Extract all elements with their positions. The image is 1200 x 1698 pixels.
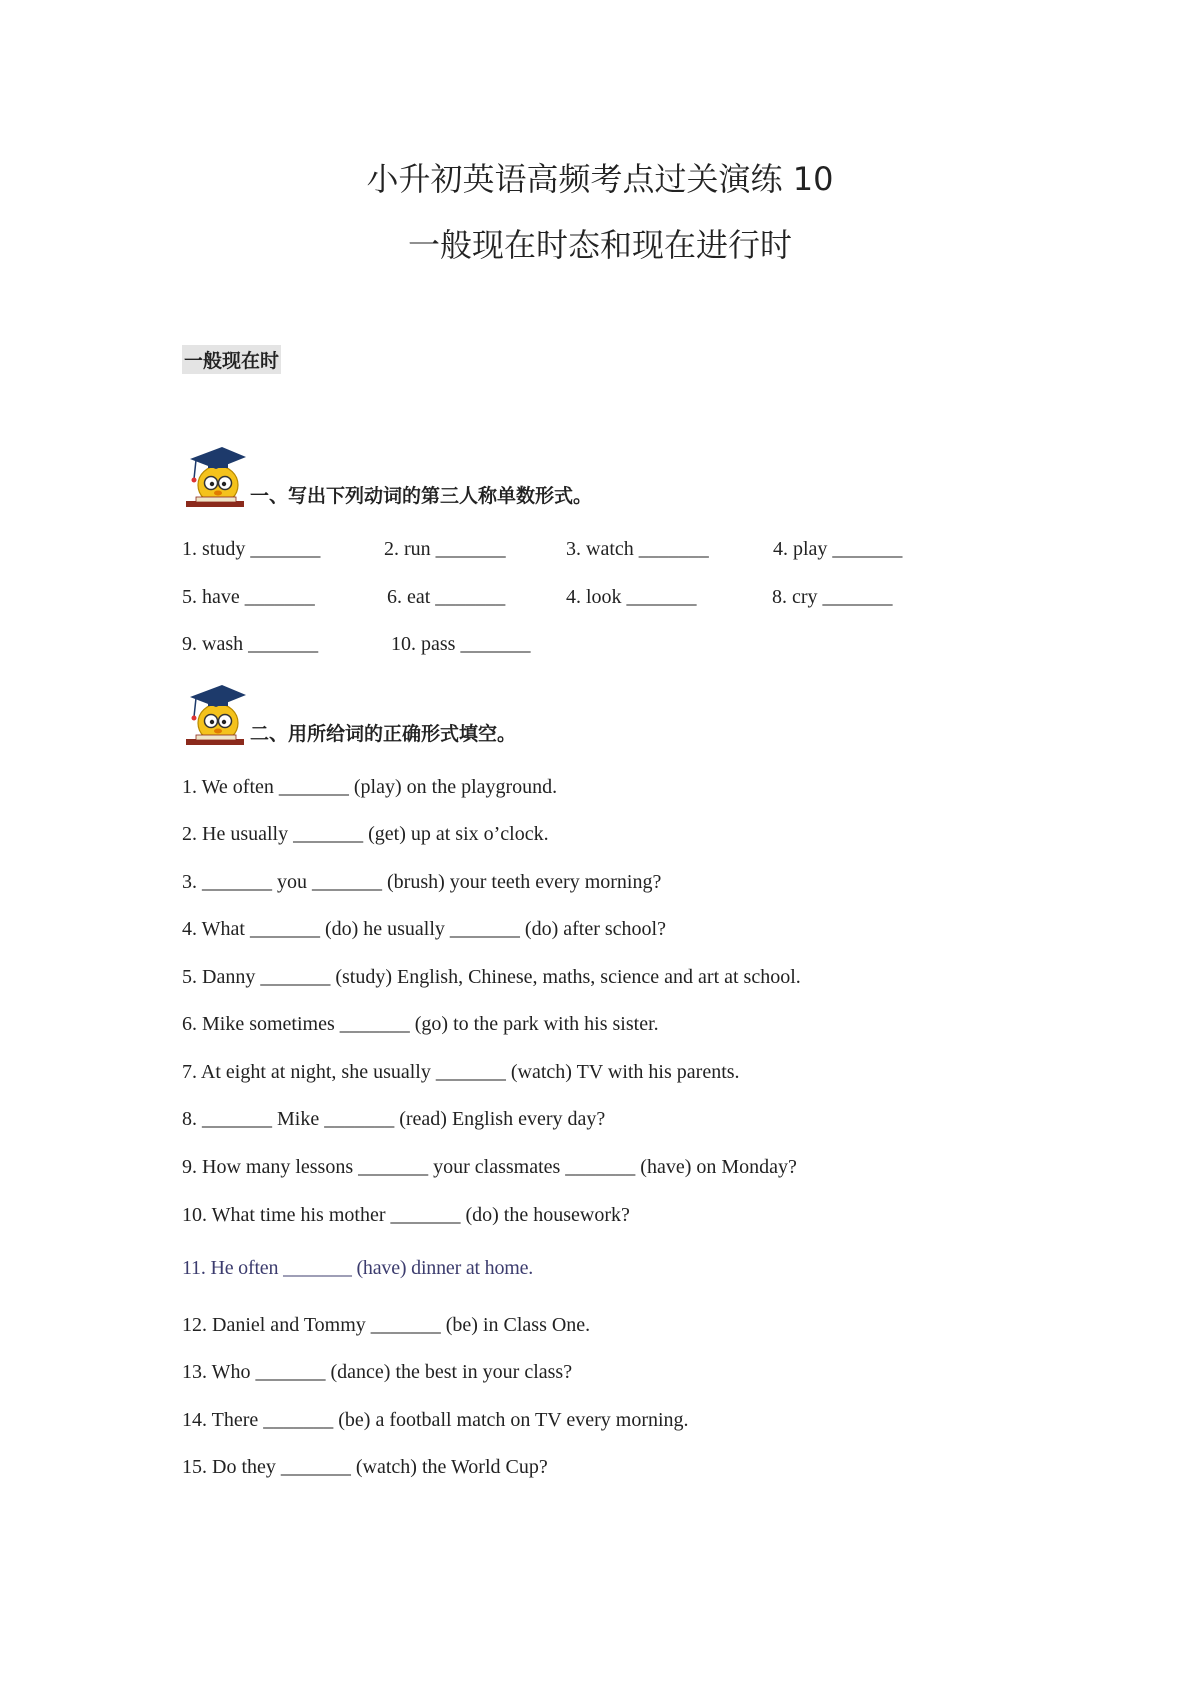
question-line: 10. What time his mother _______ (do) the housework? [182, 1204, 630, 1226]
verb-item: 8. cry _______ [772, 586, 893, 608]
graduate-mascot-icon [182, 679, 248, 749]
question-line: 13. Who _______ (dance) the best in your class? [182, 1361, 573, 1383]
verb-item: 1. study _______ [182, 538, 321, 560]
part2-heading-text: 二、用所给词的正确形式填空。 [250, 723, 517, 745]
verb-item: 3. watch _______ [566, 538, 709, 560]
verb-item: 10. pass _______ [391, 633, 531, 655]
section-tag: 一般现在时 [182, 345, 281, 374]
verb-item: 2. run _______ [384, 538, 506, 560]
verb-item: 5. have _______ [182, 586, 315, 608]
part1-heading-text: 一、写出下列动词的第三人称单数形式。 [250, 485, 593, 507]
verb-item: 9. wash _______ [182, 633, 319, 655]
graduate-mascot-icon [182, 441, 248, 511]
question-line: 5. Danny _______ (study) English, Chinese, maths, science and art at school. [182, 966, 801, 988]
question-line: 4. What _______ (do) he usually _______ (do) after school? [182, 918, 666, 940]
question-line: 11. He often _______ (have) dinner at home. [182, 1257, 534, 1279]
question-line: 7. At eight at night, she usually _______ (watch) TV with his parents. [182, 1061, 740, 1083]
question-line: 8. _______ Mike _______ (read) English every day? [182, 1108, 606, 1130]
question-line: 6. Mike sometimes _______ (go) to the park with his sister. [182, 1013, 659, 1035]
question-line: 3. _______ you _______ (brush) your teeth every morning? [182, 871, 662, 893]
verb-item: 4. look _______ [566, 586, 697, 608]
verb-item: 6. eat _______ [387, 586, 506, 608]
page-title: 小升初英语高频考点过关演练 10 [366, 160, 834, 198]
question-line: 12. Daniel and Tommy _______ (be) in Class One. [182, 1314, 591, 1336]
part1-heading [182, 441, 882, 511]
question-line: 1. We often _______ (play) on the playground. [182, 776, 558, 798]
question-line: 15. Do they _______ (watch) the World Cup? [182, 1456, 548, 1478]
verb-item: 4. play _______ [773, 538, 903, 560]
question-line: 2. He usually _______ (get) up at six o’clock. [182, 823, 549, 845]
question-line: 14. There _______ (be) a football match on TV every morning. [182, 1409, 689, 1431]
part2-heading [182, 679, 882, 749]
page-subtitle: 一般现在时态和现在进行时 [407, 226, 792, 264]
question-line: 9. How many lessons _______ your classmates _______ (have) on Monday? [182, 1156, 797, 1178]
